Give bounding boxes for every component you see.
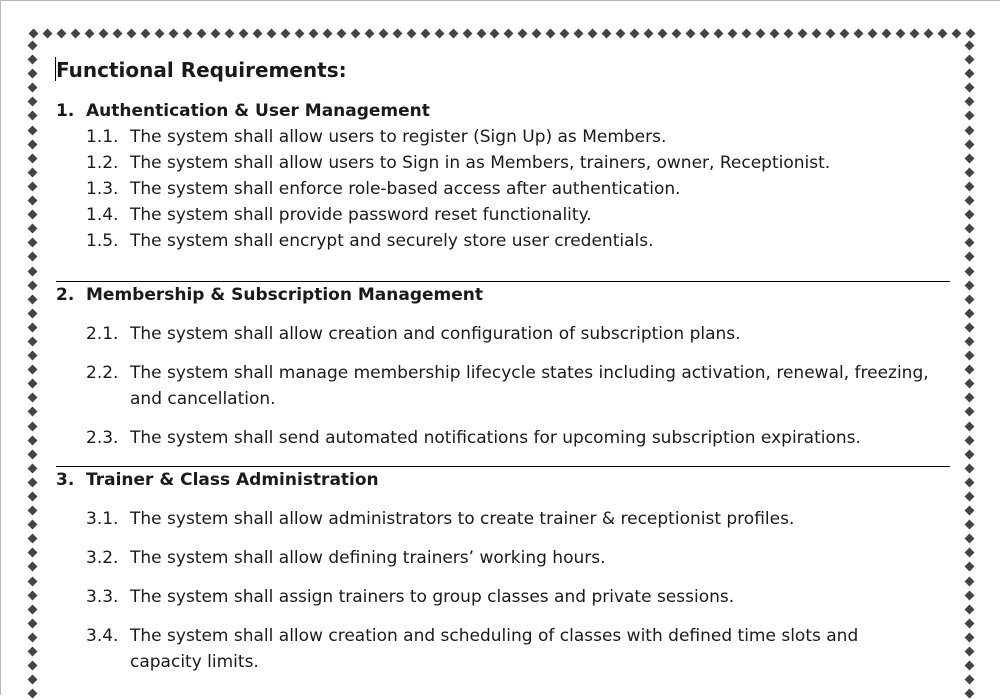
section-number: 1. [56,101,75,121]
border-diamond [924,29,934,39]
border-diamond [28,604,38,614]
page-edge-top [0,0,1000,1]
border-diamond [965,562,975,572]
item-number: 2.1. [86,324,119,344]
border-diamond [28,125,38,135]
section-divider [56,466,950,467]
border-diamond [966,29,976,39]
item-number: 2.2. [86,363,119,383]
border-diamond [294,29,304,39]
border-diamond [728,29,738,39]
page-edge-left [0,0,1,695]
border-diamond [965,252,975,262]
border-diamond [28,210,38,220]
border-diamond [965,224,975,234]
border-diamond [350,29,360,39]
section-number: 3. [56,470,75,490]
border-diamond [28,351,38,361]
border-diamond [28,181,38,191]
section-heading-trainer [56,470,379,490]
border-diamond [28,266,38,276]
border-diamond [28,449,38,459]
border-diamond [965,548,975,558]
border-diamond [448,29,458,39]
border-diamond [28,139,38,149]
border-diamond [798,29,808,39]
border-diamond [210,29,220,39]
border-diamond [28,576,38,586]
item-number: 1.5. [86,231,119,251]
border-diamond [28,97,38,107]
border-diamond [28,167,38,177]
section-title: Trainer & Class Administration [86,470,379,490]
border-diamond [546,29,556,39]
border-diamond [43,29,53,39]
border-diamond [98,29,108,39]
border-diamond [112,29,122,39]
border-diamond [336,29,346,39]
border-diamond [28,55,38,65]
border-diamond [965,492,975,502]
item-text: The system shall provide password reset functionality. [130,205,592,225]
border-diamond [28,477,38,487]
list-item [86,202,930,228]
border-diamond [28,534,38,544]
border-diamond [602,29,612,39]
border-diamond [965,139,975,149]
border-diamond [965,632,975,642]
border-diamond [28,69,38,79]
border-diamond [965,111,975,121]
border-diamond [28,492,38,502]
border-diamond [965,266,975,276]
border-diamond [965,590,975,600]
border-diamond [28,689,38,699]
border-diamond [896,29,906,39]
item-text: The system shall send automated notifications for upcoming subscription expirations. [130,428,861,448]
border-diamond [406,29,416,39]
border-diamond [28,308,38,318]
border-diamond [965,407,975,417]
border-diamond [826,29,836,39]
border-diamond [630,29,640,39]
item-text: The system shall allow users to Sign in as Members, trainers, owner, Receptionist. [130,153,831,173]
border-diamond [910,29,920,39]
border-diamond [28,506,38,516]
border-diamond [965,153,975,163]
border-diamond [28,337,38,347]
border-diamond [672,29,682,39]
border-diamond [434,29,444,39]
border-diamond [965,294,975,304]
border-diamond [378,29,388,39]
border-diamond [364,29,374,39]
border-diamond [28,548,38,558]
list-item [86,360,930,412]
border-diamond [420,29,430,39]
border-diamond [28,407,38,417]
item-text: The system shall manage membership lifecycle states including activation, renewal, freezing, and cancellation. [130,363,929,409]
border-diamond [965,576,975,586]
border-diamond [840,29,850,39]
border-diamond [266,29,276,39]
border-diamond [28,393,38,403]
border-diamond [28,224,38,234]
border-diamond [965,196,975,206]
border-diamond [28,520,38,530]
border-diamond [965,477,975,487]
list-item [86,545,930,571]
diamond-border-top [28,28,976,40]
item-text: The system shall allow defining trainers’ working hours. [130,548,606,568]
border-diamond [252,29,262,39]
item-text: The system shall enforce role-based access after authentication. [130,179,681,199]
border-diamond [965,337,975,347]
border-diamond [532,29,542,39]
border-diamond [57,29,67,39]
document-title: Functional Requirements: [56,58,347,82]
border-diamond [965,618,975,628]
border-diamond [965,69,975,79]
border-diamond [238,29,248,39]
border-diamond [965,449,975,459]
border-diamond [616,29,626,39]
border-diamond [28,196,38,206]
border-diamond [644,29,654,39]
item-text: The system shall allow creation and configuration of subscription plans. [130,324,741,344]
border-diamond [965,322,975,332]
diamond-border-right [964,40,976,700]
border-diamond [965,83,975,93]
border-diamond [965,41,975,51]
border-diamond [28,83,38,93]
border-diamond [965,280,975,290]
border-diamond [29,29,39,39]
border-diamond [28,41,38,51]
border-diamond [476,29,486,39]
item-number: 1.3. [86,179,119,199]
item-text: The system shall allow creation and scheduling of classes with defined time slots and capacity limits. [130,626,859,672]
border-diamond [574,29,584,39]
list-item [86,584,930,610]
border-diamond [658,29,668,39]
border-diamond [28,618,38,628]
diamond-border-left [27,40,39,700]
border-diamond [965,675,975,685]
border-diamond [280,29,290,39]
item-number: 3.2. [86,548,119,568]
border-diamond [140,29,150,39]
border-diamond [965,97,975,107]
border-diamond [322,29,332,39]
border-diamond [126,29,136,39]
border-diamond [938,29,948,39]
border-diamond [28,463,38,473]
border-diamond [965,506,975,516]
border-diamond [965,351,975,361]
border-diamond [952,29,962,39]
border-diamond [518,29,528,39]
border-diamond [28,421,38,431]
border-diamond [28,252,38,262]
border-diamond [868,29,878,39]
border-diamond [770,29,780,39]
border-diamond [84,29,94,39]
border-diamond [854,29,864,39]
border-diamond [28,280,38,290]
border-diamond [965,393,975,403]
item-number: 3.3. [86,587,119,607]
border-diamond [154,29,164,39]
border-diamond [28,294,38,304]
border-diamond [965,520,975,530]
section-divider [56,281,950,282]
border-diamond [28,111,38,121]
border-diamond [28,661,38,671]
item-text: The system shall allow users to register (Sign Up) as Members. [130,127,667,147]
item-number: 1.1. [86,127,119,147]
border-diamond [965,463,975,473]
section-title: Membership & Subscription Management [86,285,484,305]
border-diamond [812,29,822,39]
border-diamond [714,29,724,39]
border-diamond [28,562,38,572]
border-diamond [965,661,975,671]
border-diamond [686,29,696,39]
item-number: 3.1. [86,509,119,529]
border-diamond [700,29,710,39]
list-item [86,623,930,675]
border-diamond [784,29,794,39]
border-diamond [965,689,975,699]
border-diamond [965,379,975,389]
border-diamond [965,435,975,445]
border-diamond [28,238,38,248]
border-diamond [196,29,206,39]
section-title: Authentication & User Management [86,101,430,121]
border-diamond [71,29,81,39]
item-text: The system shall assign trainers to group classes and private sessions. [130,587,735,607]
border-diamond [588,29,598,39]
item-number: 2.3. [86,428,119,448]
border-diamond [965,181,975,191]
border-diamond [965,308,975,318]
border-diamond [28,647,38,657]
list-item [86,176,930,202]
border-diamond [28,632,38,642]
list-item [86,124,930,150]
border-diamond [965,210,975,220]
border-diamond [462,29,472,39]
border-diamond [28,365,38,375]
border-diamond [392,29,402,39]
border-diamond [882,29,892,39]
border-diamond [965,534,975,544]
border-diamond [28,675,38,685]
border-diamond [965,167,975,177]
border-diamond [965,604,975,614]
border-diamond [28,435,38,445]
border-diamond [742,29,752,39]
section-heading-membership [56,285,483,305]
border-diamond [490,29,500,39]
section-number: 2. [56,285,75,305]
border-diamond [182,29,192,39]
list-item [86,506,930,532]
list-item [86,150,930,176]
border-diamond [965,125,975,135]
list-item [86,425,930,451]
border-diamond [28,590,38,600]
border-diamond [965,365,975,375]
border-diamond [965,647,975,657]
item-text: The system shall encrypt and securely store user credentials. [130,231,654,251]
item-number: 3.4. [86,626,119,646]
item-number: 1.2. [86,153,119,173]
section-heading-authentication [56,101,430,121]
item-text: The system shall allow administrators to create trainer & receptionist profiles. [130,509,795,529]
border-diamond [756,29,766,39]
list-item [86,321,930,347]
item-number: 1.4. [86,205,119,225]
border-diamond [28,153,38,163]
border-diamond [965,55,975,65]
border-diamond [965,421,975,431]
border-diamond [28,322,38,332]
border-diamond [965,238,975,248]
border-diamond [560,29,570,39]
border-diamond [308,29,318,39]
border-diamond [28,379,38,389]
border-diamond [168,29,178,39]
border-diamond [504,29,514,39]
list-item [86,228,930,254]
border-diamond [224,29,234,39]
